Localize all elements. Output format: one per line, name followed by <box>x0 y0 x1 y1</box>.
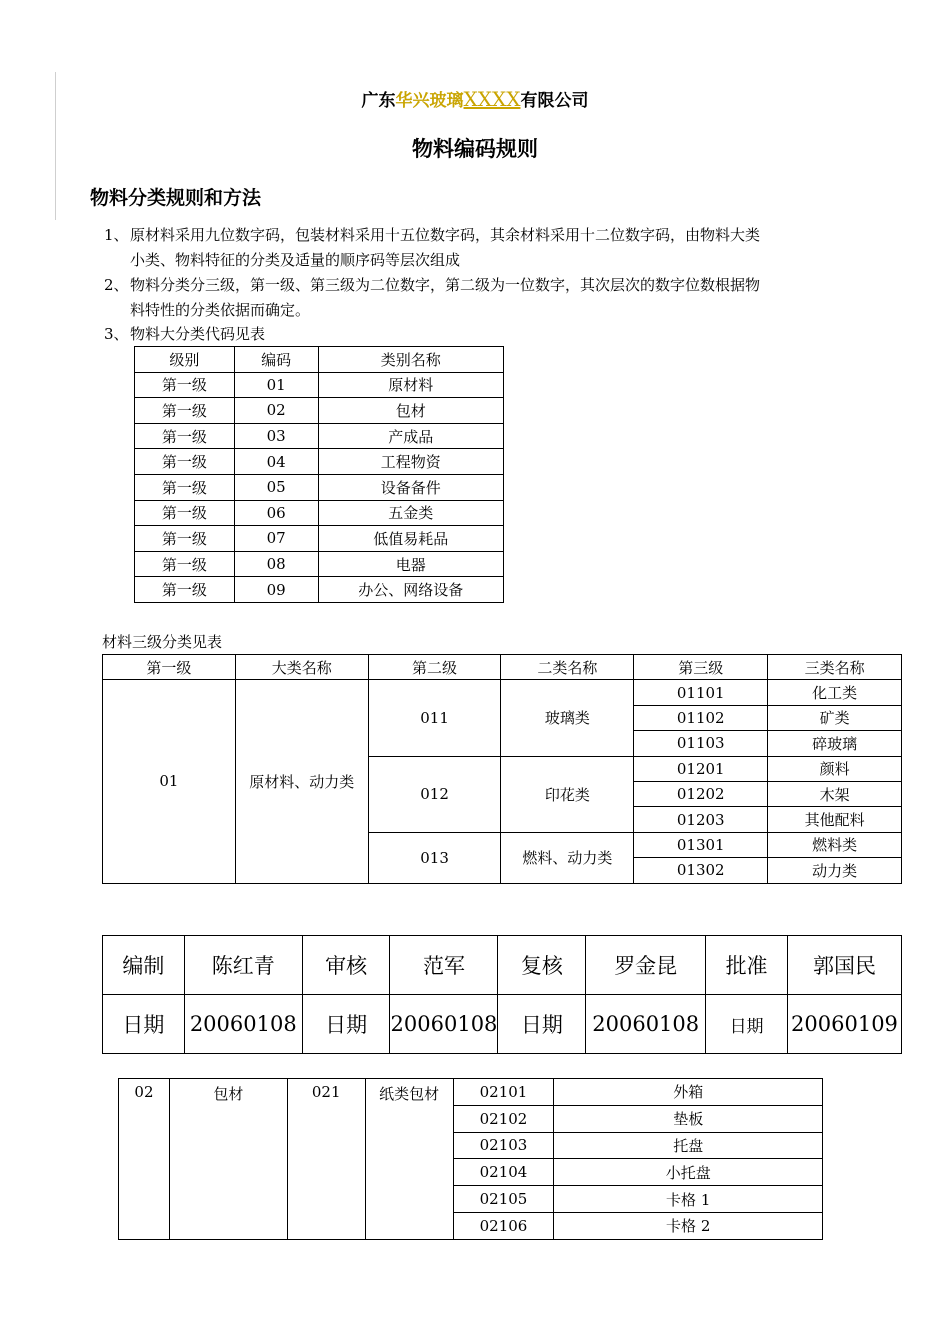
rule-item-3 <box>104 322 894 347</box>
level3-name-cell: 卡格 1 <box>554 1186 823 1213</box>
level3-code-cell: 02106 <box>453 1212 554 1239</box>
category-name-cell: 办公、网络设备 <box>318 577 504 603</box>
date-label: 日期 <box>103 995 185 1054</box>
code-cell: 08 <box>234 551 318 577</box>
header-cell: 编码 <box>234 347 318 373</box>
date-value: 20060108 <box>390 995 498 1054</box>
date-row <box>103 995 902 1054</box>
category-name-cell: 电器 <box>318 551 504 577</box>
level-cell: 第一级 <box>135 551 235 577</box>
level3-name-cell: 动力类 <box>768 858 902 883</box>
level3-code-cell: 01201 <box>634 756 768 781</box>
table-row <box>135 526 504 552</box>
level3-name-cell: 木架 <box>768 781 902 806</box>
level2-code-cell: 021 <box>287 1079 365 1240</box>
table-row <box>103 680 902 705</box>
level3-code-cell: 02101 <box>453 1079 554 1106</box>
level2-name-cell: 燃料、动力类 <box>501 832 634 883</box>
level-cell: 第一级 <box>135 500 235 526</box>
role-label: 复核 <box>498 936 586 995</box>
signoff-row <box>103 936 902 995</box>
company-highlight: 华兴玻璃 <box>395 91 464 111</box>
level3-code-cell: 01102 <box>634 705 768 730</box>
level3-name-cell: 外箱 <box>554 1079 823 1106</box>
table-header-row <box>103 655 902 680</box>
rule-text-continued: 小类、物料特征的分类及适量的顺序码等层次组成 <box>130 251 461 269</box>
level3-name-cell: 托盘 <box>554 1132 823 1159</box>
table-row <box>135 551 504 577</box>
section-title: 物料分类规则和方法 <box>90 187 262 209</box>
code-cell: 07 <box>234 526 318 552</box>
category-name-cell: 原材料 <box>318 372 504 398</box>
level2-name-cell: 纸类包材 <box>365 1079 453 1240</box>
level2-code-cell: 011 <box>368 680 501 756</box>
level-cell: 第一级 <box>135 398 235 424</box>
signer-name: 郭国民 <box>787 936 901 995</box>
role-label: 审核 <box>302 936 390 995</box>
category-name-cell: 产成品 <box>318 423 504 449</box>
header-cell: 级别 <box>135 347 235 373</box>
signer-name: 陈红青 <box>184 936 302 995</box>
level1-code-cell: 02 <box>119 1079 170 1240</box>
level-cell: 第一级 <box>135 449 235 475</box>
category-name-cell: 五金类 <box>318 500 504 526</box>
category-name-cell: 工程物资 <box>318 449 504 475</box>
level-cell: 第一级 <box>135 372 235 398</box>
header-cell: 三类名称 <box>768 655 902 680</box>
level3-name-cell: 化工类 <box>768 680 902 705</box>
table-row <box>135 398 504 424</box>
level-cell: 第一级 <box>135 526 235 552</box>
rule-text-continued: 料特性的分类依据而确定。 <box>130 301 311 319</box>
company-prefix: 广东 <box>361 91 396 111</box>
level1-name-cell: 包材 <box>169 1079 287 1240</box>
level3-code-cell: 01101 <box>634 680 768 705</box>
date-label: 日期 <box>706 995 788 1054</box>
signer-name: 罗金昆 <box>586 936 706 995</box>
rule-item-1 <box>104 223 894 273</box>
level3-code-cell: 01203 <box>634 807 768 832</box>
table-row <box>135 577 504 603</box>
level2-name-cell: 印花类 <box>501 756 634 832</box>
major-category-table <box>134 346 504 603</box>
table-row <box>135 372 504 398</box>
three-level-table-caption: 材料三级分类见表 <box>102 633 223 651</box>
rule-text: 物料分类分三级，第一级、第三级为二位数字，第二级为一位数字，其次层次的数字位数根据物 <box>130 276 761 294</box>
code-cell: 06 <box>234 500 318 526</box>
rule-number: 2、 <box>104 276 129 294</box>
code-cell: 01 <box>234 372 318 398</box>
header-cell: 第三级 <box>634 655 768 680</box>
signer-name: 范军 <box>390 936 498 995</box>
table-row <box>135 474 504 500</box>
level1-code-cell: 01 <box>103 680 236 883</box>
category-name-cell: 包材 <box>318 398 504 424</box>
level1-name-cell: 原材料、动力类 <box>235 680 368 883</box>
header-cell: 第一级 <box>103 655 236 680</box>
role-label: 编制 <box>103 936 185 995</box>
packaging-classification-table <box>118 1078 823 1240</box>
table-row <box>135 500 504 526</box>
category-name-cell: 低值易耗品 <box>318 526 504 552</box>
code-cell: 04 <box>234 449 318 475</box>
level3-code-cell: 01202 <box>634 781 768 806</box>
date-label: 日期 <box>302 995 390 1054</box>
document-title: 物料编码规则 <box>412 137 538 161</box>
three-level-classification-table <box>102 654 902 884</box>
date-value: 20060108 <box>184 995 302 1054</box>
header-cell: 第二级 <box>368 655 501 680</box>
approval-signoff-table <box>102 935 902 1054</box>
level3-code-cell: 02104 <box>453 1159 554 1186</box>
role-label: 批准 <box>706 936 788 995</box>
date-label: 日期 <box>498 995 586 1054</box>
table-row <box>135 423 504 449</box>
level-cell: 第一级 <box>135 474 235 500</box>
level3-name-cell: 卡格 2 <box>554 1212 823 1239</box>
date-value: 20060108 <box>586 995 706 1054</box>
code-cell: 02 <box>234 398 318 424</box>
code-cell: 09 <box>234 577 318 603</box>
level3-code-cell: 01103 <box>634 731 768 756</box>
level3-code-cell: 01301 <box>634 832 768 857</box>
rule-number: 1、 <box>104 226 129 244</box>
level-cell: 第一级 <box>135 577 235 603</box>
rule-text: 原材料采用九位数字码，包装材料采用十五位数字码，其余材料采用十二位数字码，由物料大类 <box>130 226 761 244</box>
table-header-row <box>135 347 504 373</box>
company-placeholder: XXXX <box>463 87 521 111</box>
code-cell: 03 <box>234 423 318 449</box>
level3-name-cell: 碎玻璃 <box>768 731 902 756</box>
level3-name-cell: 小托盘 <box>554 1159 823 1186</box>
level3-code-cell: 02105 <box>453 1186 554 1213</box>
level3-code-cell: 02102 <box>453 1105 554 1132</box>
level3-name-cell: 颜料 <box>768 756 902 781</box>
rule-text: 物料大分类代码见表 <box>130 325 266 343</box>
rule-number: 3、 <box>104 325 129 343</box>
header-cell: 大类名称 <box>235 655 368 680</box>
table-row <box>135 449 504 475</box>
rule-item-2 <box>104 273 894 323</box>
level3-name-cell: 燃料类 <box>768 832 902 857</box>
table-row <box>119 1079 823 1106</box>
level3-name-cell: 垫板 <box>554 1105 823 1132</box>
company-suffix: 有限公司 <box>520 91 589 111</box>
header-cell: 二类名称 <box>501 655 634 680</box>
level2-code-cell: 012 <box>368 756 501 832</box>
level3-code-cell: 02103 <box>453 1132 554 1159</box>
level3-name-cell: 矿类 <box>768 705 902 730</box>
level-cell: 第一级 <box>135 423 235 449</box>
date-value: 20060109 <box>787 995 901 1054</box>
level2-code-cell: 013 <box>368 832 501 883</box>
header-cell: 类别名称 <box>318 347 504 373</box>
code-cell: 05 <box>234 474 318 500</box>
company-name <box>0 86 950 114</box>
level3-code-cell: 01302 <box>634 858 768 883</box>
category-name-cell: 设备备件 <box>318 474 504 500</box>
level3-name-cell: 其他配料 <box>768 807 902 832</box>
level2-name-cell: 玻璃类 <box>501 680 634 756</box>
